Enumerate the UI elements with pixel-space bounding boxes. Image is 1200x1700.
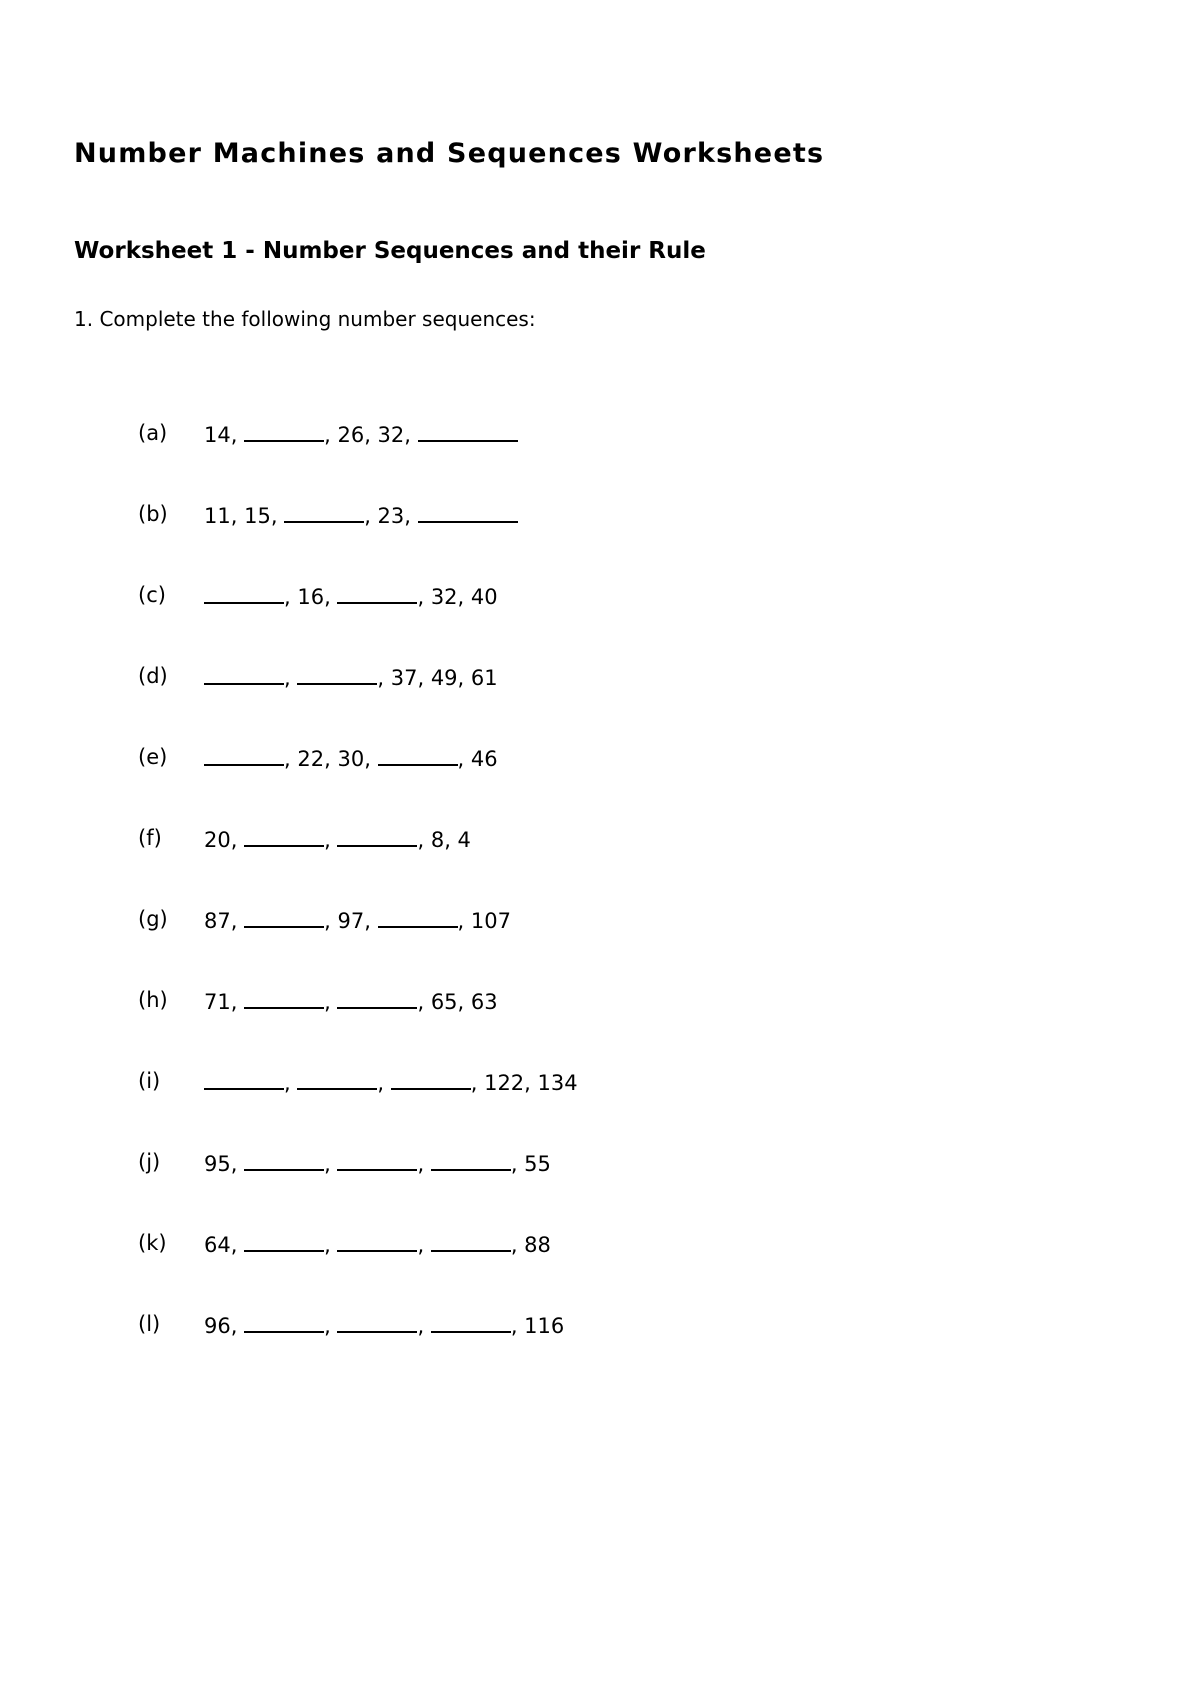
term-separator: , xyxy=(324,990,338,1014)
sequence-term: 40 xyxy=(470,585,498,609)
number-sequence xyxy=(204,1147,551,1179)
term-separator: , xyxy=(377,666,391,690)
answer-blank[interactable] xyxy=(244,1147,324,1171)
sequence-term: 97 xyxy=(337,909,365,933)
answer-blank[interactable] xyxy=(337,823,417,847)
term-separator: , xyxy=(284,747,298,771)
sequence-term: 14 xyxy=(204,423,231,447)
sequence-term: 16 xyxy=(297,585,325,609)
term-separator: , xyxy=(417,585,431,609)
question-label: (f) xyxy=(138,826,162,850)
sequence-term: 96 xyxy=(204,1314,231,1338)
term-separator: , xyxy=(404,423,418,447)
term-separator: , xyxy=(417,666,431,690)
question-label: (a) xyxy=(138,421,168,445)
sequence-term: 116 xyxy=(524,1314,565,1338)
sequence-term: 11 xyxy=(204,504,231,528)
sequence-term: 32 xyxy=(430,585,458,609)
question-label: (b) xyxy=(138,502,168,526)
answer-blank[interactable] xyxy=(204,742,284,766)
term-separator: , xyxy=(230,1233,245,1257)
term-separator: , xyxy=(470,1071,485,1095)
answer-blank[interactable] xyxy=(378,904,458,928)
sequence-term: 122 xyxy=(484,1071,525,1095)
number-sequence xyxy=(204,1309,564,1341)
page-title: Number Machines and Sequences Worksheets xyxy=(74,138,825,169)
sequence-term: 49 xyxy=(430,666,458,690)
answer-blank[interactable] xyxy=(297,1066,377,1090)
sequence-term: 55 xyxy=(524,1152,551,1176)
number-sequence xyxy=(204,580,498,612)
worksheet-title: Worksheet 1 - Number Sequences and their Rule xyxy=(74,238,706,264)
answer-blank[interactable] xyxy=(418,499,518,523)
answer-blank[interactable] xyxy=(431,1228,511,1252)
term-separator: , xyxy=(364,504,378,528)
sequence-term: 95 xyxy=(204,1152,231,1176)
term-separator: , xyxy=(377,1071,391,1095)
sequence-term: 23 xyxy=(377,504,405,528)
sequence-term: 46 xyxy=(470,747,498,771)
term-separator: , xyxy=(324,828,338,852)
answer-blank[interactable] xyxy=(244,904,324,928)
term-separator: , xyxy=(417,1233,431,1257)
sequence-term: 88 xyxy=(524,1233,551,1257)
sequence-term: 63 xyxy=(470,990,498,1014)
term-separator: , xyxy=(284,666,298,690)
answer-blank[interactable] xyxy=(244,985,324,1009)
number-sequence xyxy=(204,904,511,936)
term-separator: , xyxy=(364,423,378,447)
term-separator: , xyxy=(284,1071,298,1095)
answer-blank[interactable] xyxy=(244,1228,324,1252)
answer-blank[interactable] xyxy=(337,580,417,604)
sequence-term: 64 xyxy=(204,1233,231,1257)
question-label: (e) xyxy=(138,745,168,769)
sequence-term: 4 xyxy=(457,828,471,852)
answer-blank[interactable] xyxy=(244,823,324,847)
term-separator: , xyxy=(457,909,471,933)
number-sequence xyxy=(204,418,518,450)
term-separator: , xyxy=(417,1152,431,1176)
number-sequence xyxy=(204,985,498,1017)
number-sequence xyxy=(204,499,518,531)
answer-blank[interactable] xyxy=(204,580,284,604)
sequence-term: 26 xyxy=(337,423,365,447)
instruction-text: 1. Complete the following number sequences: xyxy=(74,307,536,331)
term-separator: , xyxy=(324,423,338,447)
answer-blank[interactable] xyxy=(204,661,284,685)
term-separator: , xyxy=(457,747,471,771)
term-separator: , xyxy=(230,1314,245,1338)
sequence-term: 8 xyxy=(430,828,445,852)
term-separator: , xyxy=(457,585,471,609)
number-sequence xyxy=(204,742,498,774)
answer-blank[interactable] xyxy=(391,1066,471,1090)
sequence-term: 134 xyxy=(537,1071,578,1095)
term-separator: , xyxy=(457,666,471,690)
answer-blank[interactable] xyxy=(337,1147,417,1171)
answer-blank[interactable] xyxy=(337,1228,417,1252)
answer-blank[interactable] xyxy=(244,418,324,442)
answer-blank[interactable] xyxy=(337,985,417,1009)
term-separator: , xyxy=(270,504,285,528)
answer-blank[interactable] xyxy=(244,1309,324,1333)
sequence-term: 15 xyxy=(244,504,271,528)
term-separator: , xyxy=(417,1314,431,1338)
answer-blank[interactable] xyxy=(204,1066,284,1090)
term-separator: , xyxy=(230,909,245,933)
sequence-term: 30 xyxy=(337,747,365,771)
term-separator: , xyxy=(230,1152,245,1176)
answer-blank[interactable] xyxy=(297,661,377,685)
sequence-term: 22 xyxy=(297,747,325,771)
term-separator: , xyxy=(230,504,245,528)
number-sequence xyxy=(204,1066,578,1098)
sequence-term: 71 xyxy=(204,990,231,1014)
answer-blank[interactable] xyxy=(284,499,364,523)
term-separator: , xyxy=(324,1314,338,1338)
question-label: (l) xyxy=(138,1312,161,1336)
question-label: (i) xyxy=(138,1069,161,1093)
number-sequence xyxy=(204,1228,551,1260)
sequence-term: 20 xyxy=(204,828,231,852)
answer-blank[interactable] xyxy=(337,1309,417,1333)
sequence-term: 32 xyxy=(377,423,405,447)
question-label: (g) xyxy=(138,907,168,931)
term-separator: , xyxy=(510,1152,525,1176)
term-separator: , xyxy=(324,909,338,933)
term-separator: , xyxy=(404,504,418,528)
sequence-term: 65 xyxy=(430,990,458,1014)
answer-blank[interactable] xyxy=(431,1147,511,1171)
term-separator: , xyxy=(524,1071,538,1095)
term-separator: , xyxy=(510,1233,525,1257)
answer-blank[interactable] xyxy=(378,742,458,766)
sequence-term: 61 xyxy=(470,666,498,690)
question-label: (c) xyxy=(138,583,166,607)
term-separator: , xyxy=(444,828,458,852)
term-separator: , xyxy=(510,1314,525,1338)
term-separator: , xyxy=(417,990,431,1014)
term-separator: , xyxy=(230,828,245,852)
term-separator: , xyxy=(284,585,298,609)
number-sequence xyxy=(204,823,471,855)
term-separator: , xyxy=(324,1152,338,1176)
sequence-term: 37 xyxy=(390,666,418,690)
term-separator: , xyxy=(364,747,378,771)
answer-blank[interactable] xyxy=(418,418,518,442)
question-label: (k) xyxy=(138,1231,167,1255)
number-sequence xyxy=(204,661,498,693)
term-separator: , xyxy=(364,909,378,933)
term-separator: , xyxy=(324,1233,338,1257)
term-separator: , xyxy=(324,585,338,609)
term-separator: , xyxy=(417,828,431,852)
question-label: (j) xyxy=(138,1150,161,1174)
sequence-term: 87 xyxy=(204,909,231,933)
question-label: (d) xyxy=(138,664,168,688)
sequence-term: 107 xyxy=(470,909,511,933)
term-separator: , xyxy=(457,990,471,1014)
term-separator: , xyxy=(324,747,338,771)
term-separator: , xyxy=(230,423,245,447)
answer-blank[interactable] xyxy=(431,1309,511,1333)
question-label: (h) xyxy=(138,988,168,1012)
term-separator: , xyxy=(230,990,245,1014)
